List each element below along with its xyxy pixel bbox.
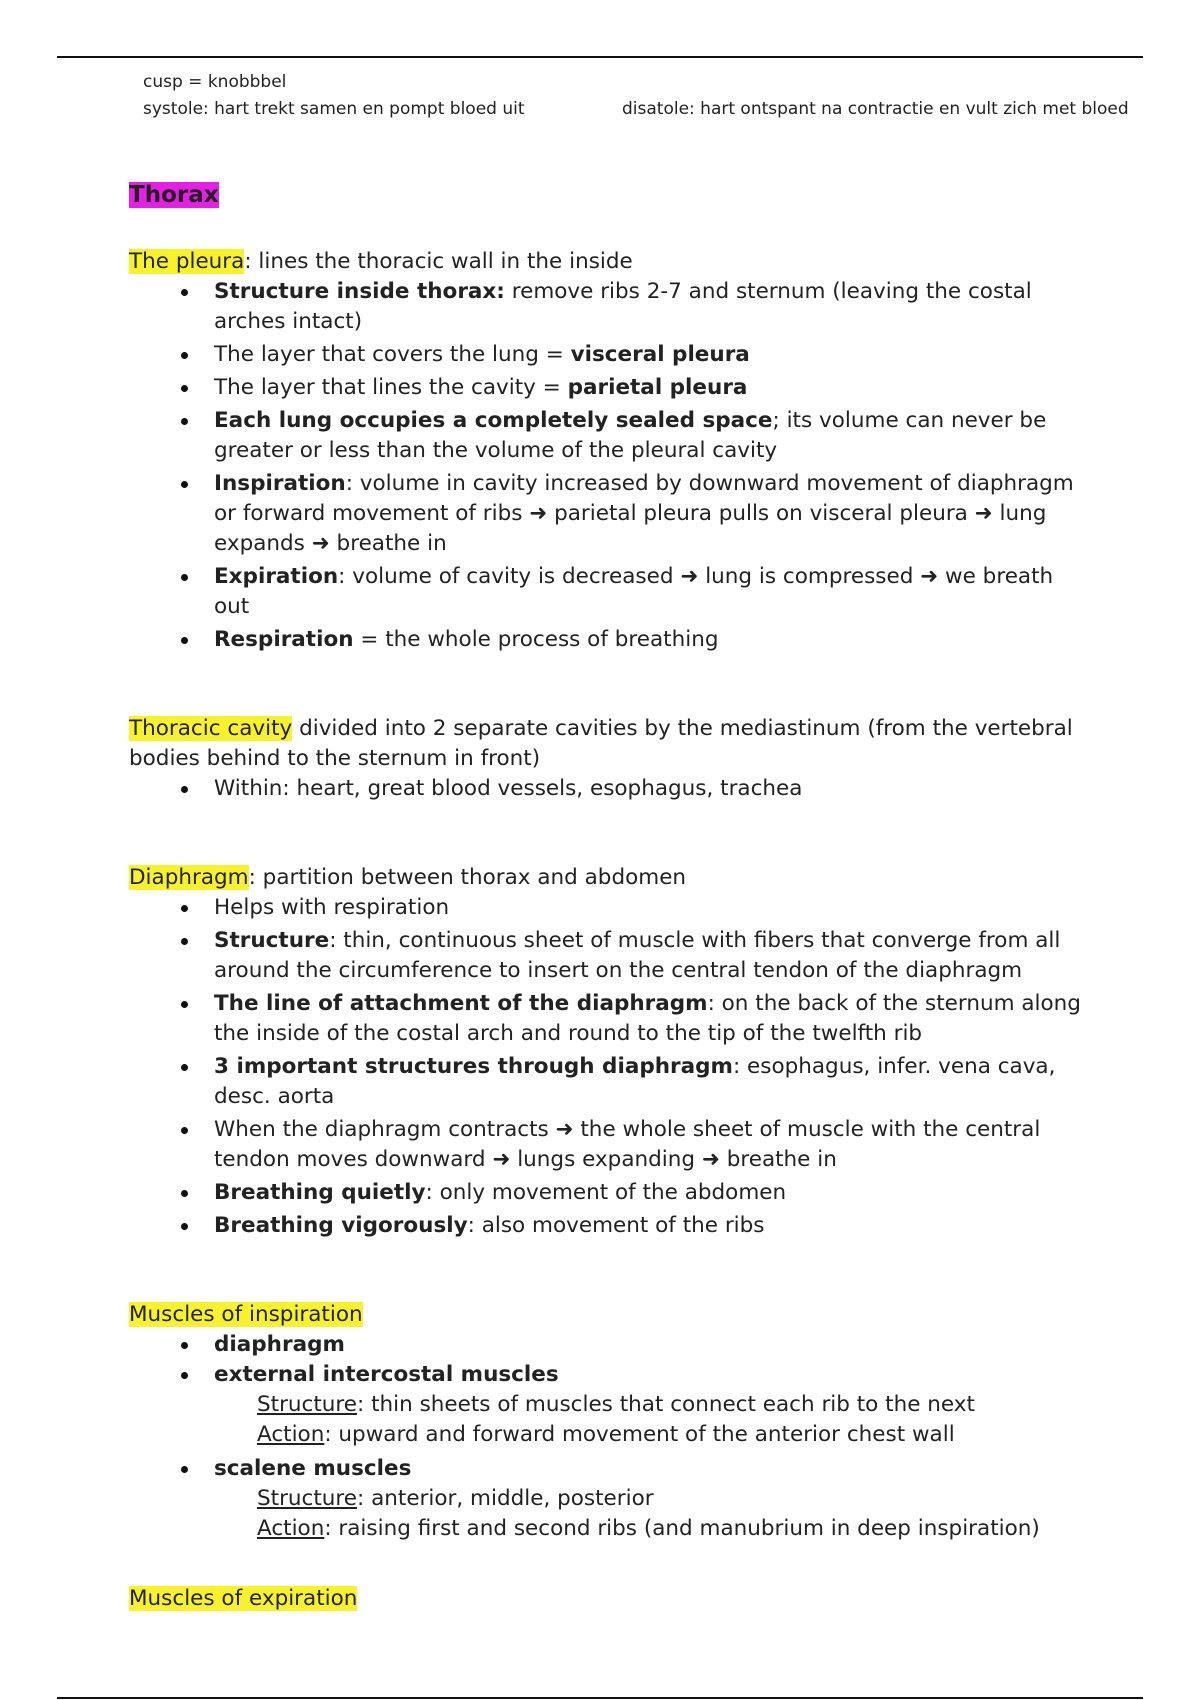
inspiration-list: [129, 1330, 1089, 1390]
bottom-rule: [57, 1697, 1143, 1699]
diaphragm-desc: : partition between thorax and abdomen: [248, 865, 687, 890]
document-body: [129, 180, 1089, 1614]
pleura-desc: : lines the thoracic wall in the inside: [244, 249, 633, 274]
pleura-heading: [129, 247, 1089, 277]
list-item: Structure inside thorax: remove ribs 2-7 and sternum (leaving the costal arches intact): [129, 277, 1089, 337]
list-item: The layer that covers the lung = visceral pleura: [129, 340, 1089, 370]
list-item: diaphragm: [129, 1330, 1089, 1360]
sc-action: Action: raising first and second ribs (and manubrium in deep inspiration): [257, 1516, 1040, 1541]
pleura-list: [129, 277, 1089, 655]
scalene-list: [129, 1454, 1089, 1484]
list-item: When the diaphragm contracts ➜ the whole sheet of muscle with the central tendon moves downward ➜ lungs expanding ➜ breathe in: [129, 1115, 1089, 1175]
diaphragm-list: [129, 893, 1089, 1241]
inspiration-heading: Muscles of inspiration: [129, 1302, 363, 1327]
list-item: Breathing quietly: only movement of the abdomen: [129, 1178, 1089, 1208]
expiration-heading: Muscles of expiration: [129, 1586, 358, 1611]
list-item: Each lung occupies a completely sealed space; its volume can never be greater or less than the volume of the pleural cavity: [129, 406, 1089, 466]
list-item: The line of attachment of the diaphragm: on the back of the sternum along the inside of the costal arch and round to the tip of the twelfth rib: [129, 989, 1089, 1049]
list-item: Structure: thin, continuous sheet of muscle with fibers that converge from all around the circumference to insert on the central tendon of the diaphragm: [129, 926, 1089, 986]
list-item: Expiration: volume of cavity is decreased ➜ lung is compressed ➜ we breath out: [129, 562, 1089, 622]
cavity-heading: [129, 714, 1089, 774]
ext-action: Action: upward and forward movement of the anterior chest wall: [257, 1422, 955, 1447]
list-item: Helps with respiration: [129, 893, 1089, 923]
pleura-term: The pleura: [129, 249, 245, 274]
diaphragm-term: Diaphragm: [129, 865, 249, 890]
list-item: Breathing vigorously: also movement of the ribs: [129, 1211, 1089, 1241]
list-item: The layer that lines the cavity = parietal pleura: [129, 373, 1089, 403]
list-item: 3 important structures through diaphragm: esophagus, infer. vena cava, desc. aorta: [129, 1052, 1089, 1112]
top-rule: [57, 56, 1143, 58]
list-item: Respiration = the whole process of breathing: [129, 625, 1089, 655]
diaphragm-heading: [129, 863, 1089, 893]
cusp-note: cusp = knobbbel: [143, 72, 287, 92]
diastole-note: disatole: hart ontspant na contractie en vult zich met bloed: [622, 99, 1129, 119]
thorax-title: Thorax: [129, 182, 219, 208]
cavity-desc: divided into 2 separate cavities by the mediastinum (from the vertebral bodies behind to the sternum in front): [129, 716, 1073, 771]
list-item: external intercostal muscles: [129, 1360, 1089, 1390]
cavity-list: [129, 774, 1089, 804]
sc-structure: Structure: anterior, middle, posterior: [257, 1486, 654, 1511]
list-item: Inspiration: volume in cavity increased by downward movement of diaphragm or forward movement of ribs ➜ parietal pleura pulls on visceral pleura ➜ lung expands ➜ breathe in: [129, 469, 1089, 559]
cavity-term: Thoracic cavity: [129, 716, 293, 741]
ext-structure: Structure: thin sheets of muscles that connect each rib to the next: [257, 1392, 975, 1417]
list-item: scalene muscles: [129, 1454, 1089, 1484]
systole-note: systole: hart trekt samen en pompt bloed uit: [143, 99, 525, 119]
list-item: Within: heart, great blood vessels, esophagus, trachea: [129, 774, 1089, 804]
